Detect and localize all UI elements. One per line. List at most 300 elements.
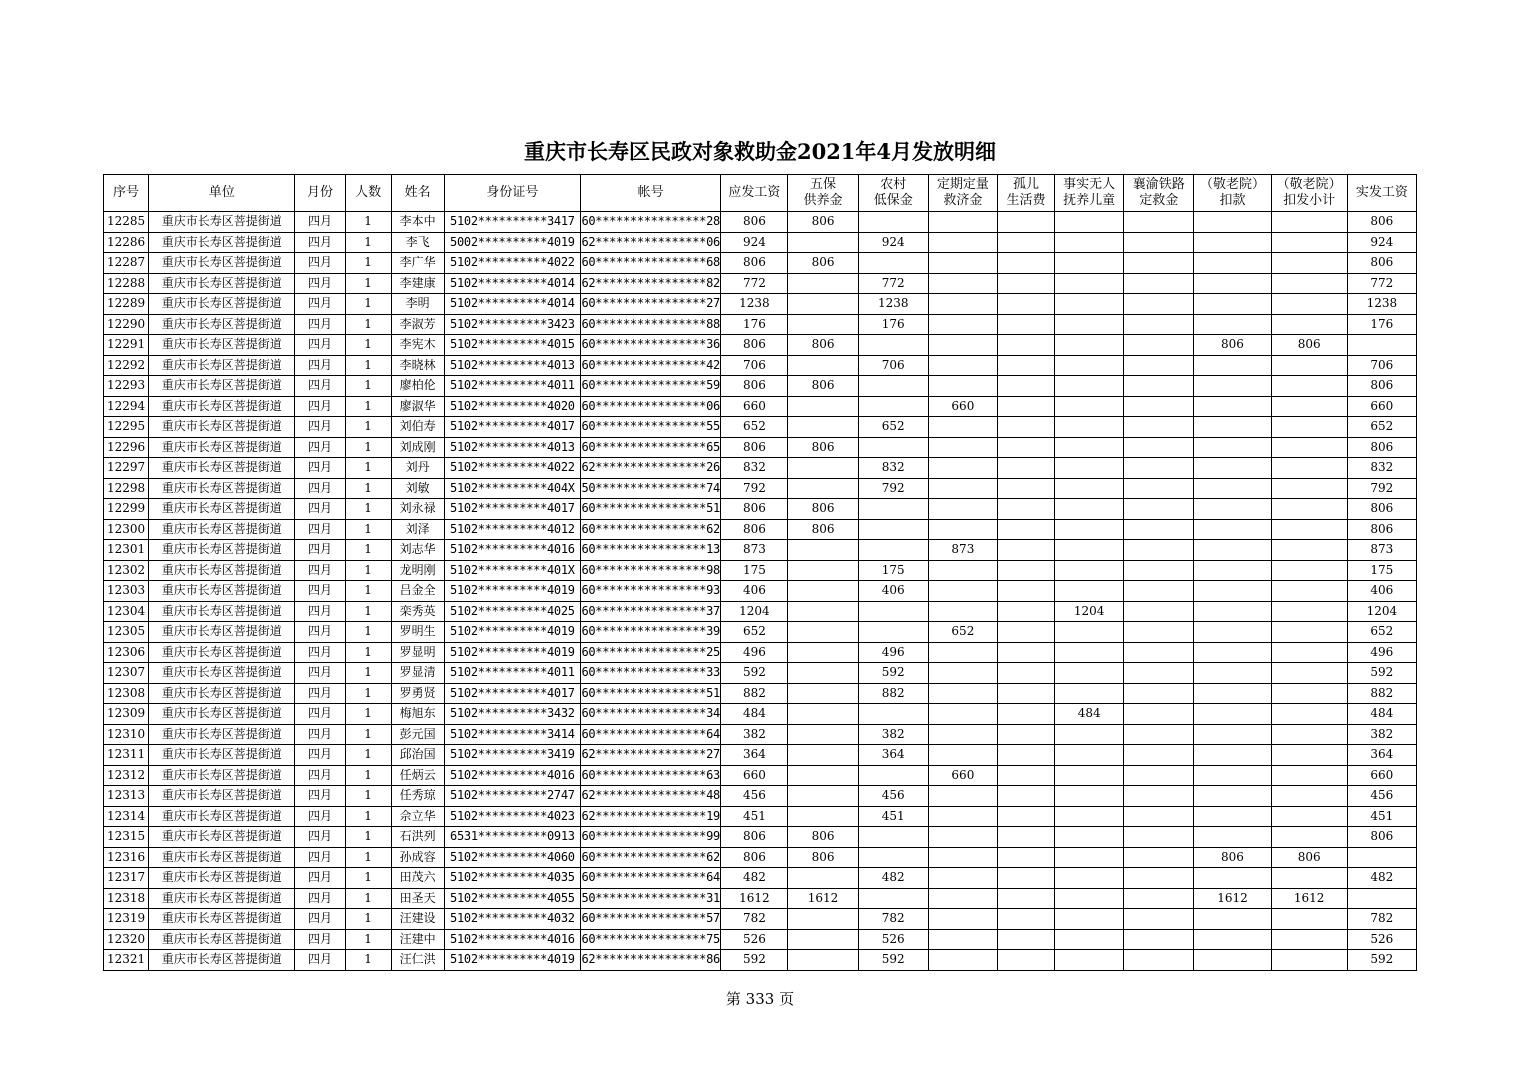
table-cell: 496 xyxy=(1347,642,1416,663)
column-header: 实发工资 xyxy=(1347,175,1416,212)
table-cell: 1 xyxy=(345,622,391,643)
table-cell xyxy=(997,560,1054,581)
table-cell: 12285 xyxy=(104,212,149,233)
table-cell: 5102**********401X xyxy=(444,560,580,581)
table-cell: 罗显清 xyxy=(391,663,444,684)
table-cell xyxy=(1271,765,1347,786)
table-cell xyxy=(858,519,928,540)
table-cell xyxy=(788,704,858,725)
table-cell: 12318 xyxy=(104,888,149,909)
table-cell xyxy=(1124,519,1194,540)
table-cell: 四月 xyxy=(295,909,345,930)
table-cell: 882 xyxy=(721,683,788,704)
table-cell: 832 xyxy=(858,458,928,479)
table-cell: 重庆市长寿区菩提街道 xyxy=(149,806,295,827)
column-header: 身份证号 xyxy=(444,175,580,212)
table-cell: 60****************39 xyxy=(581,622,721,643)
table-cell xyxy=(1055,499,1124,520)
table-cell: 5102**********4020 xyxy=(444,396,580,417)
table-cell: 四月 xyxy=(295,806,345,827)
column-header: 姓名 xyxy=(391,175,444,212)
table-cell xyxy=(858,622,928,643)
table-cell: 李晓林 xyxy=(391,355,444,376)
table-cell xyxy=(928,437,997,458)
table-cell: 1 xyxy=(345,581,391,602)
table-cell xyxy=(1271,704,1347,725)
table-cell xyxy=(997,642,1054,663)
table-cell: 5102**********4023 xyxy=(444,806,580,827)
table-cell: 1 xyxy=(345,888,391,909)
table-cell: 382 xyxy=(721,724,788,745)
table-cell xyxy=(1055,950,1124,971)
table-cell: 60****************28 xyxy=(581,212,721,233)
table-cell: 5102**********4019 xyxy=(444,622,580,643)
table-cell: 1 xyxy=(345,478,391,499)
table-cell xyxy=(1124,704,1194,725)
table-cell xyxy=(997,273,1054,294)
table-cell: 重庆市长寿区菩提街道 xyxy=(149,847,295,868)
table-cell xyxy=(1055,581,1124,602)
table-cell xyxy=(1124,417,1194,438)
table-cell: 重庆市长寿区菩提街道 xyxy=(149,273,295,294)
table-cell: 806 xyxy=(721,212,788,233)
table-cell xyxy=(1194,232,1271,253)
table-cell: 重庆市长寿区菩提街道 xyxy=(149,745,295,766)
table-cell: 重庆市长寿区菩提街道 xyxy=(149,786,295,807)
table-cell: 12297 xyxy=(104,458,149,479)
table-cell xyxy=(928,786,997,807)
table-cell: 924 xyxy=(1347,232,1416,253)
table-cell: 石洪列 xyxy=(391,827,444,848)
table-row xyxy=(104,273,1417,294)
table-cell: 1 xyxy=(345,232,391,253)
table-cell xyxy=(1271,806,1347,827)
table-cell: 李建康 xyxy=(391,273,444,294)
table-cell: 706 xyxy=(1347,355,1416,376)
table-cell xyxy=(1055,806,1124,827)
table-row xyxy=(104,704,1417,725)
table-cell xyxy=(997,724,1054,745)
table-cell xyxy=(1194,704,1271,725)
table-cell xyxy=(997,806,1054,827)
table-cell: 12307 xyxy=(104,663,149,684)
table-cell: 12287 xyxy=(104,253,149,274)
table-cell xyxy=(1271,827,1347,848)
table-cell: 刘泽 xyxy=(391,519,444,540)
table-cell: 1 xyxy=(345,212,391,233)
table-cell xyxy=(997,581,1054,602)
table-row xyxy=(104,868,1417,889)
table-cell xyxy=(788,950,858,971)
table-cell xyxy=(1194,376,1271,397)
table-cell xyxy=(928,745,997,766)
table-cell xyxy=(858,335,928,356)
table-cell: 60****************51 xyxy=(581,683,721,704)
table-cell: 60****************34 xyxy=(581,704,721,725)
table-cell: 5102**********4017 xyxy=(444,499,580,520)
table-cell: 1238 xyxy=(721,294,788,315)
table-cell xyxy=(1055,355,1124,376)
table-cell xyxy=(997,376,1054,397)
table-cell xyxy=(928,232,997,253)
table-cell xyxy=(1194,499,1271,520)
table-cell: 482 xyxy=(1347,868,1416,889)
table-cell: 重庆市长寿区菩提街道 xyxy=(149,950,295,971)
table-cell xyxy=(1055,212,1124,233)
table-cell: 李明 xyxy=(391,294,444,315)
page-number: 第 333 页 xyxy=(725,990,795,1008)
table-cell: 12288 xyxy=(104,273,149,294)
table-cell: 四月 xyxy=(295,868,345,889)
table-cell: 806 xyxy=(721,499,788,520)
table-cell xyxy=(1194,458,1271,479)
table-cell xyxy=(1194,314,1271,335)
table-cell: 四月 xyxy=(295,765,345,786)
table-cell: 5102**********4019 xyxy=(444,642,580,663)
table-cell: 5102**********4060 xyxy=(444,847,580,868)
table-cell: 1 xyxy=(345,417,391,438)
table-cell: 1 xyxy=(345,437,391,458)
table-cell: 5102**********4019 xyxy=(444,581,580,602)
table-cell: 806 xyxy=(1347,519,1416,540)
table-cell: 5102**********4022 xyxy=(444,253,580,274)
table-cell: 12291 xyxy=(104,335,149,356)
table-cell xyxy=(1194,724,1271,745)
table-cell: 806 xyxy=(788,253,858,274)
table-cell: 重庆市长寿区菩提街道 xyxy=(149,683,295,704)
table-cell: 刘丹 xyxy=(391,458,444,479)
table-cell xyxy=(1271,478,1347,499)
table-cell xyxy=(788,458,858,479)
table-cell: 12301 xyxy=(104,540,149,561)
table-cell: 60****************25 xyxy=(581,642,721,663)
table-cell xyxy=(928,929,997,950)
table-row xyxy=(104,499,1417,520)
table-row xyxy=(104,724,1417,745)
table-cell xyxy=(1124,294,1194,315)
table-cell xyxy=(1124,540,1194,561)
table-cell xyxy=(997,827,1054,848)
table-cell: 60****************65 xyxy=(581,437,721,458)
table-cell xyxy=(1055,888,1124,909)
table-cell: 1 xyxy=(345,806,391,827)
table-cell: 12320 xyxy=(104,929,149,950)
table-cell: 1 xyxy=(345,868,391,889)
table-cell: 924 xyxy=(721,232,788,253)
table-cell: 12292 xyxy=(104,355,149,376)
table-cell xyxy=(1271,273,1347,294)
table-cell: 175 xyxy=(858,560,928,581)
table-cell: 重庆市长寿区菩提街道 xyxy=(149,929,295,950)
table-cell: 四月 xyxy=(295,232,345,253)
table-cell: 罗明生 xyxy=(391,622,444,643)
table-cell: 四月 xyxy=(295,376,345,397)
table-cell: 484 xyxy=(1347,704,1416,725)
table-cell xyxy=(1194,212,1271,233)
table-cell xyxy=(1271,581,1347,602)
table-cell xyxy=(1194,909,1271,930)
table-cell xyxy=(788,868,858,889)
table-cell xyxy=(997,745,1054,766)
table-cell xyxy=(1124,929,1194,950)
table-cell: 652 xyxy=(1347,622,1416,643)
table-cell xyxy=(1194,396,1271,417)
table-cell xyxy=(1124,478,1194,499)
header-row xyxy=(104,175,1417,212)
column-header: 人数 xyxy=(345,175,391,212)
table-cell xyxy=(997,540,1054,561)
table-cell: 重庆市长寿区菩提街道 xyxy=(149,458,295,479)
table-cell: 1 xyxy=(345,601,391,622)
table-cell: 5102**********2747 xyxy=(444,786,580,807)
column-header: 单位 xyxy=(149,175,295,212)
column-header: 襄渝铁路 定救金 xyxy=(1124,175,1194,212)
table-cell: 1204 xyxy=(721,601,788,622)
table-cell: 592 xyxy=(721,950,788,971)
table-cell: 482 xyxy=(721,868,788,889)
table-cell: 四月 xyxy=(295,950,345,971)
table-cell: 重庆市长寿区菩提街道 xyxy=(149,499,295,520)
table-cell: 5102**********4032 xyxy=(444,909,580,930)
table-cell xyxy=(1124,827,1194,848)
table-cell: 60****************63 xyxy=(581,765,721,786)
table-cell: 652 xyxy=(1347,417,1416,438)
table-cell xyxy=(858,212,928,233)
table-cell xyxy=(858,499,928,520)
table-cell xyxy=(788,314,858,335)
table-cell: 12298 xyxy=(104,478,149,499)
table-cell: 175 xyxy=(1347,560,1416,581)
table-cell xyxy=(1055,847,1124,868)
table-cell: 592 xyxy=(721,663,788,684)
table-cell: 592 xyxy=(858,950,928,971)
table-cell: 660 xyxy=(721,765,788,786)
table-cell: 62****************48 xyxy=(581,786,721,807)
table-cell xyxy=(1055,314,1124,335)
table-cell xyxy=(928,663,997,684)
table-cell: 792 xyxy=(858,478,928,499)
table-row xyxy=(104,253,1417,274)
table-body xyxy=(104,212,1417,971)
table-cell: 12321 xyxy=(104,950,149,971)
table-cell xyxy=(1271,540,1347,561)
table-cell: 652 xyxy=(928,622,997,643)
document-title: 重庆市长寿区民政对象救助金2021年4月发放明细 xyxy=(523,139,997,164)
table-cell: 四月 xyxy=(295,314,345,335)
table-cell xyxy=(1271,560,1347,581)
table-cell xyxy=(997,601,1054,622)
table-cell xyxy=(928,253,997,274)
table-cell xyxy=(997,417,1054,438)
table-cell: 592 xyxy=(1347,663,1416,684)
table-cell: 5102**********4014 xyxy=(444,294,580,315)
table-cell: 田茂六 xyxy=(391,868,444,889)
table-cell xyxy=(928,212,997,233)
table-cell xyxy=(788,909,858,930)
table-cell: 重庆市长寿区菩提街道 xyxy=(149,581,295,602)
table-cell xyxy=(1194,478,1271,499)
table-cell xyxy=(928,294,997,315)
table-cell: 重庆市长寿区菩提街道 xyxy=(149,519,295,540)
table-row xyxy=(104,294,1417,315)
table-cell xyxy=(997,704,1054,725)
table-cell: 526 xyxy=(721,929,788,950)
table-cell xyxy=(928,519,997,540)
table-cell: 806 xyxy=(721,253,788,274)
table-cell xyxy=(1194,601,1271,622)
table-cell xyxy=(1271,212,1347,233)
table-cell: 1238 xyxy=(1347,294,1416,315)
table-cell xyxy=(1271,232,1347,253)
table-cell xyxy=(788,355,858,376)
table-cell: 1 xyxy=(345,376,391,397)
table-cell: 四月 xyxy=(295,560,345,581)
table-cell: 806 xyxy=(721,376,788,397)
table-cell xyxy=(858,540,928,561)
table-cell: 重庆市长寿区菩提街道 xyxy=(149,437,295,458)
table-cell xyxy=(1124,745,1194,766)
table-cell: 5102**********4019 xyxy=(444,950,580,971)
table-cell: 刘伯寿 xyxy=(391,417,444,438)
table-cell xyxy=(1124,683,1194,704)
table-cell: 12302 xyxy=(104,560,149,581)
table-cell xyxy=(1271,642,1347,663)
table-row xyxy=(104,827,1417,848)
table-cell: 832 xyxy=(721,458,788,479)
table-cell: 62****************06 xyxy=(581,232,721,253)
table-cell: 50****************31 xyxy=(581,888,721,909)
table-cell: 62****************19 xyxy=(581,806,721,827)
table-cell: 12314 xyxy=(104,806,149,827)
table-cell: 806 xyxy=(721,827,788,848)
table-cell: 1204 xyxy=(1347,601,1416,622)
table-cell xyxy=(1124,909,1194,930)
table-cell: 176 xyxy=(1347,314,1416,335)
table-row xyxy=(104,622,1417,643)
column-header: 五保 供养金 xyxy=(788,175,858,212)
table-cell: 5102**********4015 xyxy=(444,335,580,356)
table-cell xyxy=(928,499,997,520)
column-header: 月份 xyxy=(295,175,345,212)
table-cell xyxy=(928,847,997,868)
column-header: （敬老院） 扣款 xyxy=(1194,175,1271,212)
table-cell: 706 xyxy=(858,355,928,376)
table-cell: 12310 xyxy=(104,724,149,745)
table-cell xyxy=(997,396,1054,417)
table-cell: 50****************74 xyxy=(581,478,721,499)
table-row xyxy=(104,376,1417,397)
table-cell xyxy=(997,519,1054,540)
table-cell: 12308 xyxy=(104,683,149,704)
table-cell: 1612 xyxy=(721,888,788,909)
table-cell xyxy=(997,765,1054,786)
table-cell: 12299 xyxy=(104,499,149,520)
table-cell: 龙明刚 xyxy=(391,560,444,581)
table-cell: 廖柏伦 xyxy=(391,376,444,397)
table-cell: 1 xyxy=(345,499,391,520)
table-cell: 482 xyxy=(858,868,928,889)
table-cell: 重庆市长寿区菩提街道 xyxy=(149,601,295,622)
table-cell xyxy=(1124,458,1194,479)
table-cell: 5102**********4011 xyxy=(444,376,580,397)
table-cell xyxy=(858,847,928,868)
table-cell: 汪仁洪 xyxy=(391,950,444,971)
table-cell: 1 xyxy=(345,847,391,868)
table-cell: 四月 xyxy=(295,417,345,438)
table-cell xyxy=(997,950,1054,971)
table-cell: 873 xyxy=(721,540,788,561)
table-cell xyxy=(1271,519,1347,540)
table-cell: 484 xyxy=(721,704,788,725)
table-cell: 5102**********4022 xyxy=(444,458,580,479)
table-cell xyxy=(1124,868,1194,889)
table-cell: 924 xyxy=(858,232,928,253)
table-cell: 873 xyxy=(1347,540,1416,561)
table-cell xyxy=(1124,253,1194,274)
table-cell xyxy=(1194,294,1271,315)
table-cell: 1 xyxy=(345,273,391,294)
table-cell xyxy=(788,786,858,807)
table-cell xyxy=(928,950,997,971)
table-cell xyxy=(1055,929,1124,950)
table-cell: 5102**********4012 xyxy=(444,519,580,540)
table-cell xyxy=(788,601,858,622)
table-cell xyxy=(1055,663,1124,684)
table-cell: 重庆市长寿区菩提街道 xyxy=(149,355,295,376)
table-cell xyxy=(997,355,1054,376)
table-cell xyxy=(788,417,858,438)
table-cell: 12304 xyxy=(104,601,149,622)
table-row xyxy=(104,437,1417,458)
table-cell: 60****************88 xyxy=(581,314,721,335)
table-cell: 吕金全 xyxy=(391,581,444,602)
table-cell xyxy=(1124,786,1194,807)
table-cell: 1204 xyxy=(1055,601,1124,622)
table-cell: 806 xyxy=(1347,437,1416,458)
table-cell: 806 xyxy=(788,519,858,540)
table-row xyxy=(104,396,1417,417)
table-cell xyxy=(997,294,1054,315)
table-cell xyxy=(858,437,928,458)
table-cell: 382 xyxy=(1347,724,1416,745)
table-row xyxy=(104,560,1417,581)
table-cell xyxy=(997,786,1054,807)
table-cell xyxy=(1194,929,1271,950)
table-cell: 60****************06 xyxy=(581,396,721,417)
table-cell xyxy=(1347,335,1416,356)
table-cell xyxy=(928,724,997,745)
table-cell: 重庆市长寿区菩提街道 xyxy=(149,417,295,438)
table-row xyxy=(104,950,1417,971)
table-cell: 四月 xyxy=(295,519,345,540)
table-cell: 李淑芳 xyxy=(391,314,444,335)
table-cell xyxy=(1271,683,1347,704)
table-cell xyxy=(1124,396,1194,417)
table-cell: 重庆市长寿区菩提街道 xyxy=(149,232,295,253)
table-cell: 451 xyxy=(721,806,788,827)
table-row xyxy=(104,478,1417,499)
table-cell: 406 xyxy=(721,581,788,602)
table-cell: 792 xyxy=(721,478,788,499)
table-row xyxy=(104,601,1417,622)
column-header: 序号 xyxy=(104,175,149,212)
table-cell xyxy=(788,478,858,499)
table-cell xyxy=(1194,355,1271,376)
table-cell xyxy=(1124,765,1194,786)
table-cell xyxy=(1271,376,1347,397)
table-cell: 刘成刚 xyxy=(391,437,444,458)
table-cell: 12290 xyxy=(104,314,149,335)
